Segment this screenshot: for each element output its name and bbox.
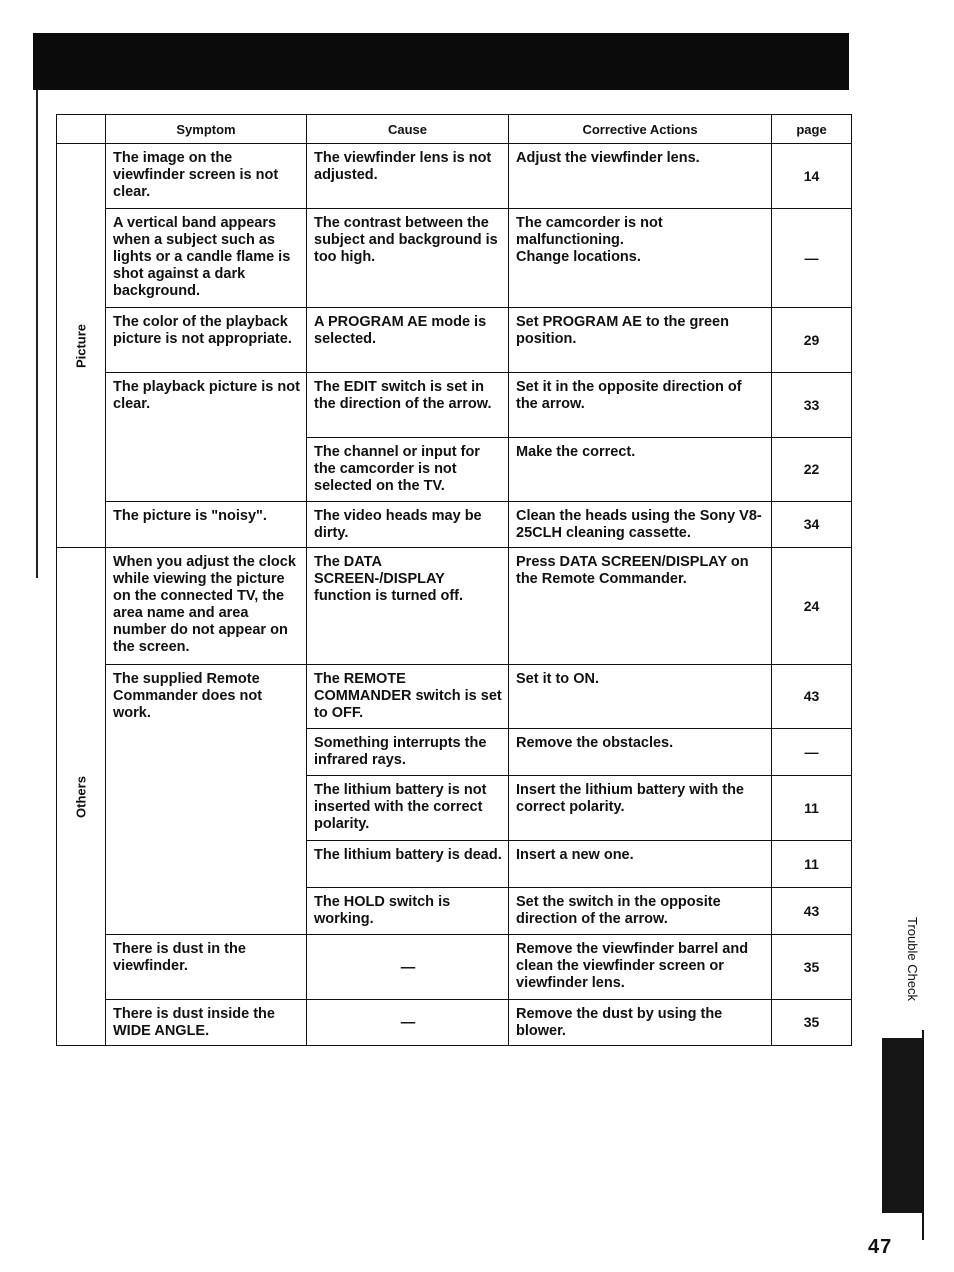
symptom-cell: There is dust inside the WIDE ANGLE.: [106, 1000, 307, 1046]
section-tab-label: Trouble Check: [905, 917, 920, 1002]
cause-cell: The contrast between the subject and background is too high.: [307, 209, 509, 308]
side-rule: [922, 1030, 924, 1240]
cause-cell: The lithium battery is dead.: [307, 841, 509, 888]
page-cell: 35: [772, 1000, 852, 1046]
symptom-header: Symptom: [106, 115, 307, 144]
symptom-cell: There is dust in the viewfinder.: [106, 935, 307, 1000]
page-cell: 22: [772, 438, 852, 502]
action-cell: Clean the heads using the Sony V8-25CLH cleaning cassette.: [509, 502, 772, 548]
page-cell: 14: [772, 144, 852, 209]
table-row: [57, 502, 852, 548]
action-cell: Set PROGRAM AE to the green position.: [509, 308, 772, 373]
symptom-cell: A vertical band appears when a subject such as lights or a candle flame is shot against a dark background.: [106, 209, 307, 308]
page-number: 47: [868, 1236, 893, 1258]
cause-cell: The viewfinder lens is not adjusted.: [307, 144, 509, 209]
category-others: [57, 548, 106, 1046]
table-row: [57, 1000, 852, 1046]
symptom-cell: The color of the playback picture is not appropriate.: [106, 308, 307, 373]
page-cell: 29: [772, 308, 852, 373]
section-tab-marker: [882, 1038, 922, 1213]
page-cell: 35: [772, 935, 852, 1000]
cause-cell: The channel or input for the camcorder is not selected on the TV.: [307, 438, 509, 502]
table-row: [57, 373, 852, 438]
page-cell: 34: [772, 502, 852, 548]
action-cell: Set it in the opposite direction of the arrow.: [509, 373, 772, 438]
table-row: [57, 144, 852, 209]
symptom-cell: The picture is "noisy".: [106, 502, 307, 548]
page-cell: 11: [772, 776, 852, 841]
header-bar: [33, 33, 849, 90]
action-cell: Press DATA SCREEN/DISPLAY on the Remote Commander.: [509, 548, 772, 665]
cause-cell: The HOLD switch is working.: [307, 888, 509, 935]
cause-cell: The REMOTE COMMANDER switch is set to OFF.: [307, 665, 509, 729]
cause-cell: The lithium battery is not inserted with the correct polarity.: [307, 776, 509, 841]
cause-cell: The DATA SCREEN-/DISPLAY function is turned off.: [307, 548, 509, 665]
table-row: [57, 209, 852, 308]
category-picture: [57, 144, 106, 548]
page-cell: —: [772, 209, 852, 308]
actions-header: Corrective Actions: [509, 115, 772, 144]
page-cell: 33: [772, 373, 852, 438]
action-cell: Set it to ON.: [509, 665, 772, 729]
symptom-cell: The image on the viewfinder screen is not clear.: [106, 144, 307, 209]
cause-header: Cause: [307, 115, 509, 144]
action-cell: Insert a new one.: [509, 841, 772, 888]
action-cell: Set the switch in the opposite direction of the arrow.: [509, 888, 772, 935]
page-cell: 24: [772, 548, 852, 665]
cause-cell: Something interrupts the infrared rays.: [307, 729, 509, 776]
symptom-cell: The supplied Remote Commander does not work.: [106, 665, 307, 935]
action-cell: Remove the obstacles.: [509, 729, 772, 776]
page-cell: 11: [772, 841, 852, 888]
action-cell: The camcorder is not malfunctioning. Change locations.: [509, 209, 772, 308]
page-cell: 43: [772, 665, 852, 729]
symptom-cell: When you adjust the clock while viewing the picture on the connected TV, the area name and area number do not appear on the screen.: [106, 548, 307, 665]
action-cell: Adjust the viewfinder lens.: [509, 144, 772, 209]
action-cell: Remove the dust by using the blower.: [509, 1000, 772, 1046]
table-row: [57, 548, 852, 665]
page-header: page: [772, 115, 852, 144]
symptom-cell: The playback picture is not clear.: [106, 373, 307, 502]
action-cell: Remove the viewfinder barrel and clean the viewfinder screen or viewfinder lens.: [509, 935, 772, 1000]
action-cell: Insert the lithium battery with the correct polarity.: [509, 776, 772, 841]
category-label: Others: [73, 775, 89, 818]
category-label: Picture: [73, 323, 89, 368]
page-cell: —: [772, 729, 852, 776]
cause-cell: —: [307, 1000, 509, 1046]
cause-cell: —: [307, 935, 509, 1000]
category-header: [57, 115, 106, 144]
cause-cell: The EDIT switch is set in the direction of the arrow.: [307, 373, 509, 438]
page-cell: 43: [772, 888, 852, 935]
action-cell: Make the correct.: [509, 438, 772, 502]
table-row: [57, 935, 852, 1000]
margin-rule: [36, 90, 38, 578]
table-row: [57, 308, 852, 373]
cause-cell: A PROGRAM AE mode is selected.: [307, 308, 509, 373]
cause-cell: The video heads may be dirty.: [307, 502, 509, 548]
table-row: [57, 665, 852, 729]
table-header-row: [57, 115, 852, 144]
troubleshooting-table: [56, 114, 852, 1046]
